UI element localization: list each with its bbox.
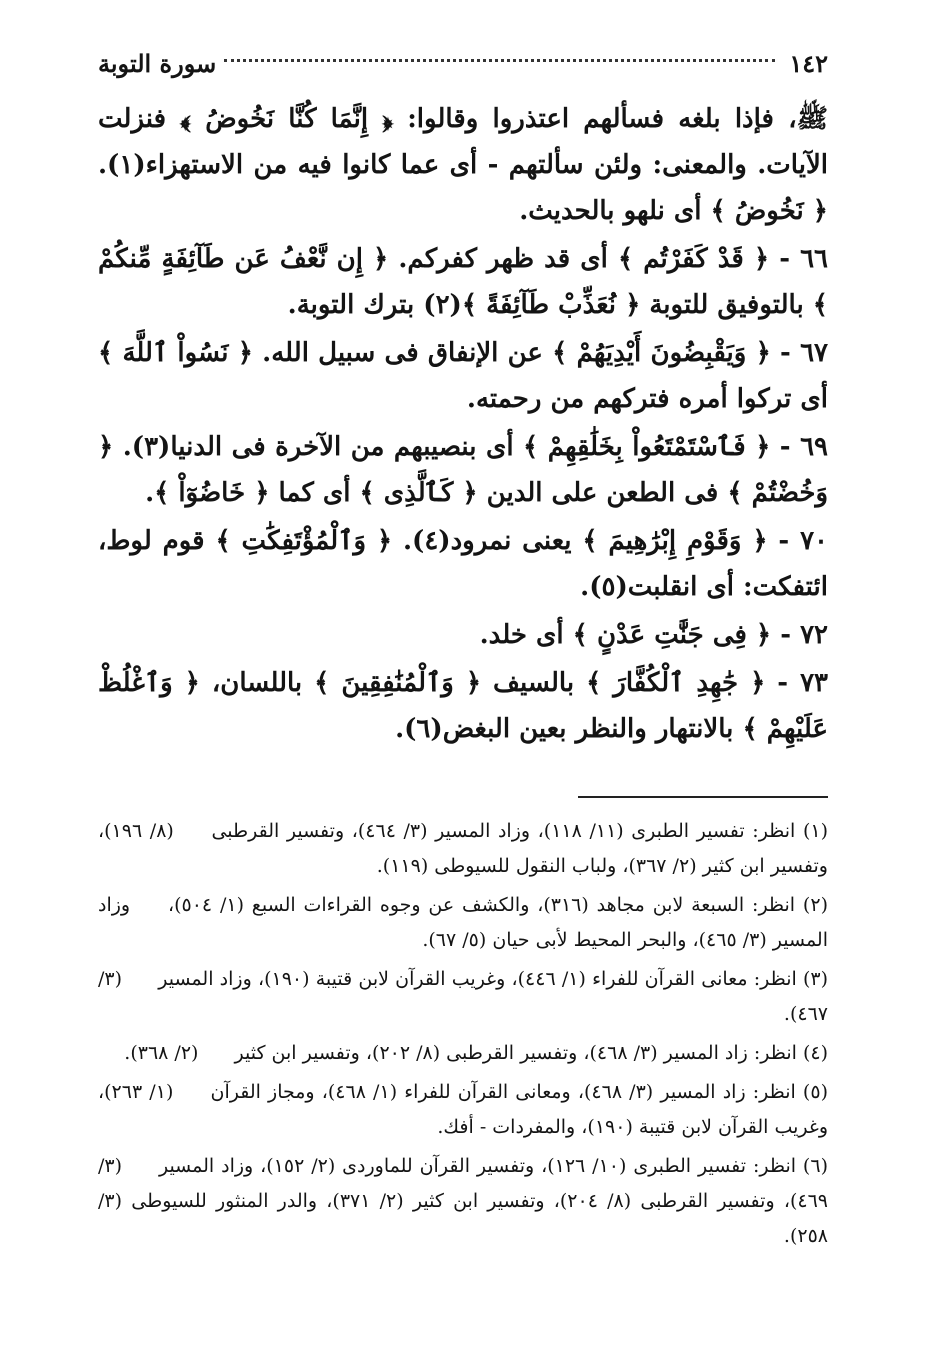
footnote-1 xyxy=(98,814,828,884)
verse-commentary-70: ٧٠ - ﴿ وَقَوْمِ إِبْرَٰهِيمَ ﴾ يعنى نمرود(٤). ﴿ وَٱلْمُؤْتَفِكَٰتِ ﴾ قوم لوط، ائتفكت: أى انقلبت(٥). xyxy=(98,526,828,602)
verse-commentary-73: ٧٣ - ﴿ جَٰهِدِ ٱلْكُفَّارَ ﴾ بالسيف ﴿ وَٱلْمُنَٰفِقِينَ ﴾ باللسان، ﴿ وَٱغْلُظْ عَلَيْهِمْ ﴾ بالانتهار والنظر بعين البغض(٦). xyxy=(98,668,828,744)
footnote-2 xyxy=(98,888,828,958)
footnote-4 xyxy=(98,1036,828,1071)
book-page xyxy=(98,40,828,1258)
footnote-5 xyxy=(98,1075,828,1145)
verse-commentary-67: ٦٧ - ﴿ وَيَقْبِضُونَ أَيْدِيَهُمْ ﴾ عن الإنفاق فى سبيل الله. ﴿ نَسُواْ ٱللَّهَ ﴾ أى تركوا أمره فتركهم من رحمته. xyxy=(98,338,828,414)
page-number: ١٤٢ xyxy=(789,49,828,78)
header-dotted-leader xyxy=(224,59,775,62)
footnote-5-continuation: (١/ ٢٦٣)، وغريب القرآن لابن قتيبة (١٩٠)، والمفردات - أفك. xyxy=(98,1081,828,1138)
verse-commentary-72: ٧٢ - ﴿ فِى جَنَّٰتِ عَدْنٍ ﴾ أى خلد. xyxy=(479,620,828,650)
footnote-2-continuation: وزاد المسير (٣/ ٤٦٥)، والبحر المحيط لأبى حيان (٥/ ٦٧). xyxy=(98,894,828,951)
footnote-1-continuation: (٨/ ١٩٦)، وتفسير ابن كثير (٢/ ٣٦٧)، ولباب النقول للسيوطى (١١٩). xyxy=(98,820,828,877)
body-paragraph: ﷺ، فإذا بلغه فسألهم اعتذروا وقالوا: ﴿ إِنَّمَا كُنَّا نَخُوضُ ﴾ فنزلت الآيات. والمعنى: ولئن سألتهم - أى عما كانوا فيه من الاستهزاء(١). ﴿ نَخُوضُ ﴾ أى نلهو بالحديث. xyxy=(98,104,828,226)
footnotes xyxy=(98,814,828,1254)
footnote-3-continuation: (٣/ ٤٦٧). xyxy=(98,968,828,1025)
footnote-5-text: (٥) انظر: زاد المسير (٣/ ٤٦٨)، ومعانى القرآن للفراء (١/ ٤٦٨)، ومجاز القرآن xyxy=(210,1081,828,1103)
footnote-4-text: (٤) انظر: زاد المسير (٣/ ٤٦٨)، وتفسير القرطبى (٨/ ٢٠٢)، وتفسير ابن كثير xyxy=(234,1042,828,1064)
footnote-3 xyxy=(98,962,828,1032)
footnote-1-text: (١) انظر: تفسير الطبرى (١١/ ١١٨)، وزاد المسير (٣/ ٤٦٤)، وتفسير القرطبى xyxy=(211,820,828,842)
footnote-4-continuation: (٢/ ٣٦٨). xyxy=(124,1042,199,1064)
footnote-6-text: (٦) انظر: تفسير الطبرى (١٠/ ١٢٦)، وتفسير القرآن للماوردى (٢/ ١٥٢)، وزاد المسير xyxy=(158,1155,828,1177)
footnote-separator xyxy=(578,796,828,798)
main-text xyxy=(98,96,828,752)
verse-commentary-66: ٦٦ - ﴿ قَدْ كَفَرْتُم ﴾ أى قد ظهر كفركم. ﴿ إِن نَّعْفُ عَن طَآئِفَةٍ مِّنكُمْ ﴾ بالتوفيق للتوبة ﴿ نُعَذِّبْ طَآئِفَةً ﴾(٢) بترك التوبة. xyxy=(98,244,828,320)
verse-commentary-69: ٦٩ - ﴿ فَٱسْتَمْتَعُواْ بِخَلَٰقِهِمْ ﴾ أى بنصيبهم من الآخرة فى الدنيا(٣). ﴿ وَخُضْتُمْ ﴾ فى الطعن على الدين ﴿ كَٱلَّذِى ﴾ أى كما ﴿ خَاضُوٓاْ ﴾. xyxy=(98,432,828,508)
footnote-6-continuation: (٣/ ٤٦٩)، وتفسير القرطبى (٨/ ٢٠٤)، وتفسير ابن كثير (٢/ ٣٧١)، والدر المنثور للسيوطى (٣/ ٢٥٨). xyxy=(98,1155,828,1247)
footnote-separator-wrap xyxy=(98,796,828,798)
footnote-3-text: (٣) انظر: معانى القرآن للفراء (١/ ٤٤٦)، وغريب القرآن لابن قتيبة (١٩٠)، وزاد المسير xyxy=(158,968,829,990)
page-header xyxy=(98,40,828,88)
footnote-6 xyxy=(98,1149,828,1254)
footnote-2-text: (٢) انظر: السبعة لابن مجاهد (٣١٦)، والكشف عن وجوه القراءات السبع (١/ ٥٠٤)، xyxy=(167,894,828,916)
surah-title: سورة التوبة xyxy=(98,49,217,78)
